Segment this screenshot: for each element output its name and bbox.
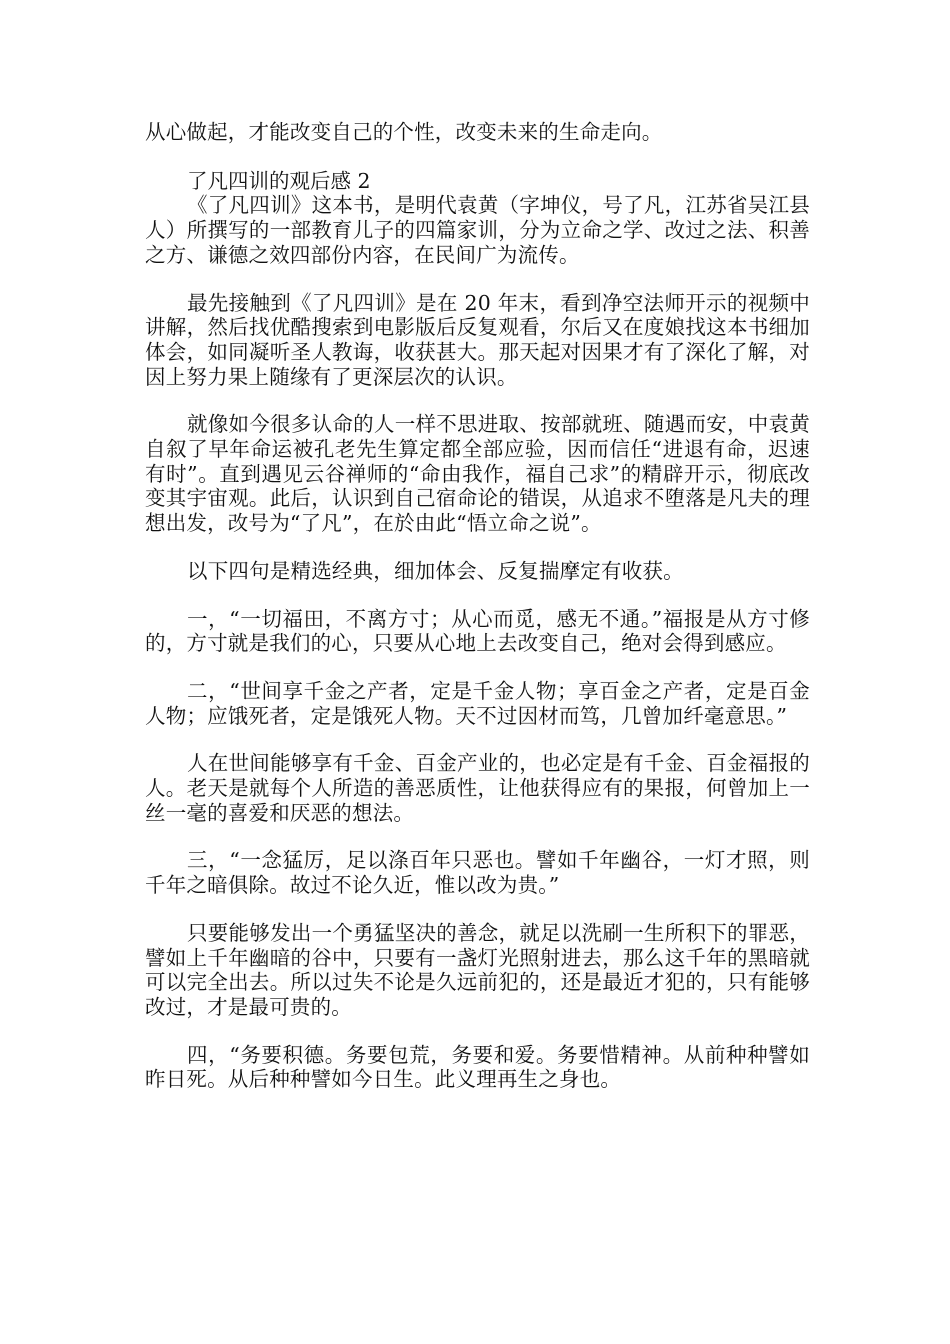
spacer [145, 389, 810, 412]
paragraph-story: 就像如今很多认命的人一样不思进取、按部就班、随遇而安，中袁黄自叙了早年命运被孔老先生算定都全部应验，因而信任“进退有命，迟速有时”。直到遇见云谷禅师的“命由我作，福自己求”的精辟开示，彻底改变其宇宙观。此后，认识到自己宿命论的错误，从追求不堕落是凡夫的理想出发，改号为“了凡”，在於由此“悟立命之说”。 [145, 412, 810, 536]
document-page [145, 120, 810, 1092]
paragraph-continuation: 从心做起，才能改变自己的个性，改变未来的生命走向。 [145, 120, 663, 144]
paragraph-quote-three: 三，“一念猛厉，足以涤百年只恶也。譬如千年幽谷，一灯才照，则千年之暗俱除。故过不论久近，惟以改为贵。” [145, 848, 810, 898]
paragraph-first-contact: 最先接触到《了凡四训》是在 20 年末，看到净空法师开示的视频中讲解，然后找优酷搜索到电影版后反复观看，尔后又在度娘找这本书细加体会，如同凝听圣人教诲，收获甚大。那天起对因果才有了深化了解，对因上努力果上随缘有了更深层次的认识。 [145, 290, 810, 389]
spacer [145, 145, 810, 169]
paragraph-quote-three-explanation: 只要能够发出一个勇猛坚决的善念，就足以洗刷一生所积下的罪恶，譬如上千年幽暗的谷中，只要有一盏灯光照射进去，那么这千年的黑暗就可以完全出去。所以过失不论是久远前犯的，还是最近才犯的，只有能够改过，才是最可贵的。 [145, 920, 810, 1019]
spacer [145, 268, 810, 291]
paragraph-four-quotes-intro: 以下四句是精选经典，细加体会、反复揣摩定有收获。 [187, 558, 684, 583]
spacer [145, 1020, 810, 1043]
paragraph-quote-two-explanation: 人在世间能够享有千金、百金产业的，也必定是有千金、百金福报的人。老天是就每个人所造的善恶质性，让他获得应有的果报，何曾加上一丝一毫的喜爱和厌恶的想法。 [145, 751, 810, 825]
section-heading: 了凡四训的观后感 2 [187, 168, 371, 193]
paragraph-quote-one: 一，“一切福田，不离方寸；从心而觅，感无不通。”福报是从方寸修的，方寸就是我们的心，只要从心地上去改变自己，绝对会得到感应。 [145, 606, 810, 656]
spacer [145, 898, 810, 921]
spacer [145, 825, 810, 848]
paragraph-quote-two: 二，“世间享千金之产者，定是千金人物；享百金之产者，定是百金人物；应饿死者，定是饿死人物。天不过因材而笃，几曾加纤毫意思。” [145, 678, 810, 728]
spacer [145, 536, 810, 559]
paragraph-quote-four: 四，“务要积德。务要包荒，务要和爱。务要惜精神。从前种种譬如昨日死。从后种种譬如今日生。此义理再生之身也。 [145, 1042, 810, 1092]
paragraph-intro: 《了凡四训》这本书，是明代袁黄（字坤仪，号了凡，江苏省吴江县人）所撰写的一部教育儿子的四篇家训，分为立命之学、改过之法、积善之方、谦德之效四部份内容，在民间广为流传。 [145, 193, 810, 267]
spacer [145, 728, 810, 751]
spacer [145, 656, 810, 679]
spacer [145, 584, 810, 607]
